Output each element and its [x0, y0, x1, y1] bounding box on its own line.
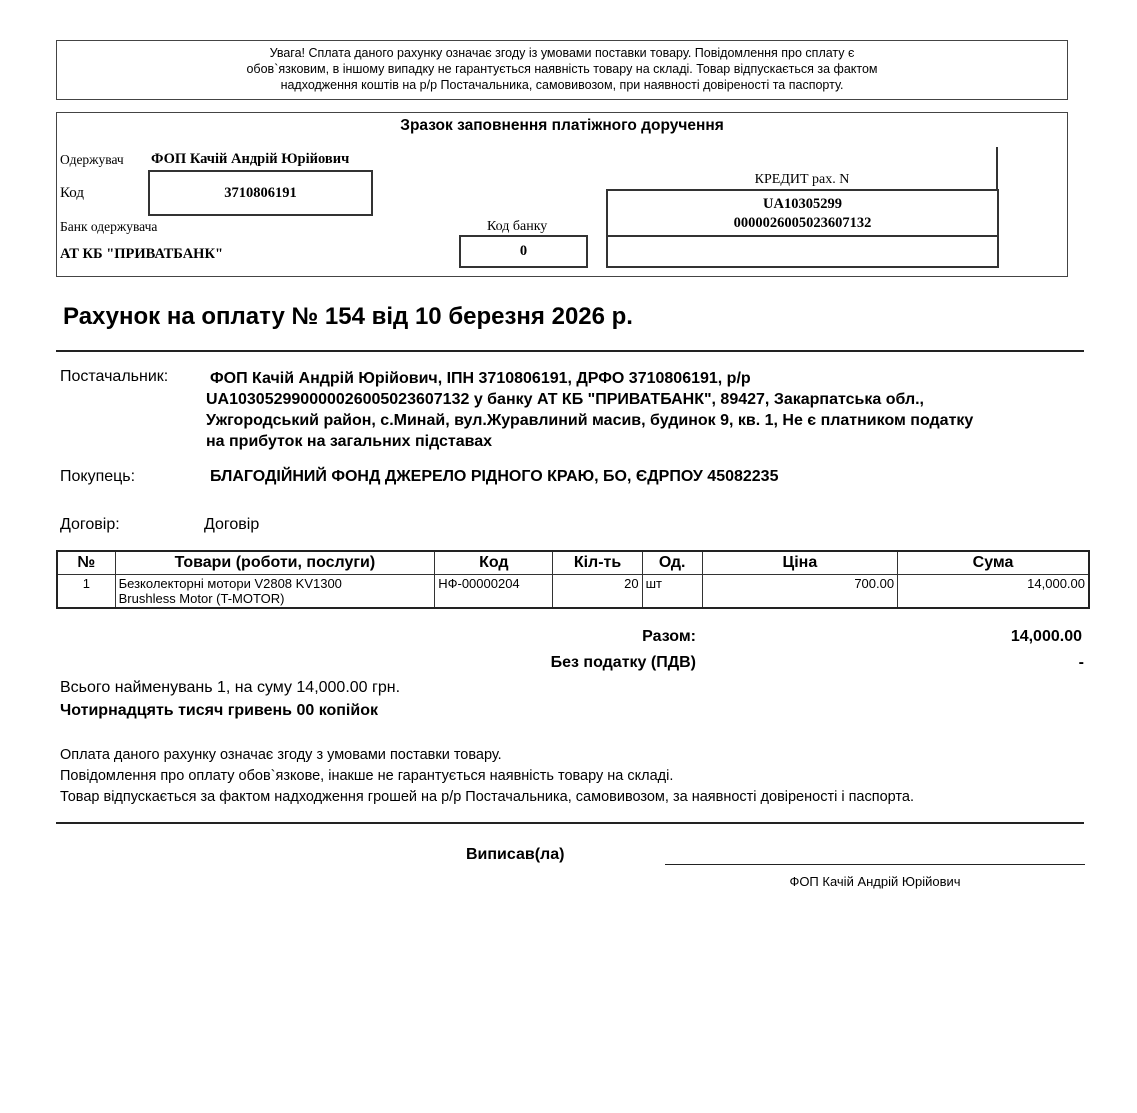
- footer-conditions: [60, 745, 914, 808]
- recipient-name: ФОП Качій Андрій Юрійович: [151, 151, 350, 167]
- row-qty: 20: [553, 575, 642, 609]
- credit-account-box: [606, 189, 999, 237]
- credit-line-2: 0000026005023607132: [733, 215, 872, 231]
- header-goods: Товари (роботи, послуги): [115, 551, 435, 575]
- code-value: 3710806191: [224, 185, 297, 201]
- bank-code-box: [459, 235, 588, 268]
- title-divider: [56, 350, 1084, 352]
- footer-line-2: Повідомлення про оплату обов`язкове, інакше не гарантується наявність товару на складі.: [60, 768, 674, 784]
- notice-line-3: надходження коштів на р/р Постачальника, самовивозом, при наявності довіреності та паспорту.: [280, 78, 844, 92]
- supplier-line-3: Ужгородський район, с.Минай, вул.Журавлиний масив, будинок 9, кв. 1, Не є платником податку: [206, 412, 974, 429]
- row-name-line-1: Безколекторні мотори V2808 KV1300: [118, 576, 342, 591]
- header-code: Код: [435, 551, 553, 575]
- total-value: 14,000.00: [1010, 628, 1082, 645]
- header-sum: Сума: [898, 551, 1089, 575]
- row-name-line-2: Brushless Motor (T-MOTOR): [118, 591, 285, 606]
- credit-line-1: UA10305299: [763, 196, 842, 212]
- vat-value: -: [1078, 654, 1084, 671]
- vat-label: Без податку (ПДВ): [550, 654, 696, 671]
- table-row: [57, 575, 1089, 609]
- supplier-line-2: UA103052990000026005023607132 у банку АТ КБ "ПРИВАТБАНК", 89427, Закарпатська обл.,: [206, 391, 924, 408]
- row-name: [115, 575, 435, 609]
- bank-code-label: Код банку: [487, 219, 548, 234]
- header-price: Ціна: [702, 551, 897, 575]
- code-box: [148, 170, 373, 216]
- row-price: 700.00: [702, 575, 897, 609]
- notice-line-2: обов`язковим, в іншому випадку не гарантується наявність товару на складі. Товар відпускається за фактом: [246, 62, 878, 76]
- contract-label: Договір:: [60, 516, 120, 533]
- footer-line-3: Товар відпускається за фактом надходження грошей на р/р Постачальника, самовивозом, за наявності довіреності і паспорта.: [60, 789, 914, 805]
- recipient-label: Одержувач: [60, 152, 124, 167]
- credit-label: КРЕДИТ рах. N: [754, 172, 850, 187]
- header-num: №: [57, 551, 115, 575]
- supplier-line-1: ФОП Качій Андрій Юрійович, ІПН 3710806191, ДРФО 3710806191, р/р: [210, 370, 751, 387]
- header-unit: Од.: [642, 551, 702, 575]
- row-unit: шт: [642, 575, 702, 609]
- invoice-title: Рахунок на оплату № 154 від 10 березня 2026 р.: [63, 303, 633, 330]
- header-qty: Кіл-ть: [553, 551, 642, 575]
- row-code: НФ-00000204: [435, 575, 553, 609]
- contract-value: Договір: [204, 516, 260, 533]
- sample-title: Зразок заповнення платіжного доручення: [400, 117, 724, 134]
- footer-line-1: Оплата даного рахунку означає згоду з умовами поставки товару.: [60, 747, 502, 763]
- row-num: 1: [57, 575, 115, 609]
- supplier-line-4: на прибуток на загальних підставах: [206, 433, 493, 450]
- credit-divider: [996, 147, 998, 191]
- signed-label: Виписав(ла): [466, 846, 565, 863]
- summary-line: Всього найменувань 1, на суму 14,000.00 грн.: [60, 679, 401, 696]
- bank-code-value: 0: [519, 243, 528, 259]
- buyer-label: Покупець:: [60, 468, 136, 485]
- credit-empty-box: [606, 235, 999, 268]
- payment-sample: [56, 112, 1068, 277]
- supplier-details: [206, 368, 1086, 452]
- notice-line-1: Увага! Сплата даного рахунку означає згоду із умовами поставки товару. Повідомлення про сплату є: [269, 46, 855, 60]
- footer-divider: [56, 822, 1084, 824]
- amount-in-words: Чотирнадцять тисяч гривень 00 копійок: [60, 702, 378, 719]
- table-header-row: [57, 551, 1089, 575]
- signature-line: [665, 864, 1085, 865]
- supplier-label: Постачальник:: [60, 368, 169, 385]
- code-label: Код: [60, 185, 84, 201]
- bank-name: АТ КБ "ПРИВАТБАНК": [60, 246, 224, 262]
- bank-label: Банк одержувача: [60, 219, 158, 234]
- items-table: [56, 550, 1090, 609]
- signer-name: ФОП Качій Андрій Юрійович: [789, 874, 961, 889]
- total-label: Разом:: [642, 628, 696, 645]
- payment-notice: [56, 40, 1068, 100]
- buyer-value: БЛАГОДІЙНИЙ ФОНД ДЖЕРЕЛО РІДНОГО КРАЮ, БО, ЄДРПОУ 45082235: [210, 468, 779, 485]
- row-sum: 14,000.00: [898, 575, 1089, 609]
